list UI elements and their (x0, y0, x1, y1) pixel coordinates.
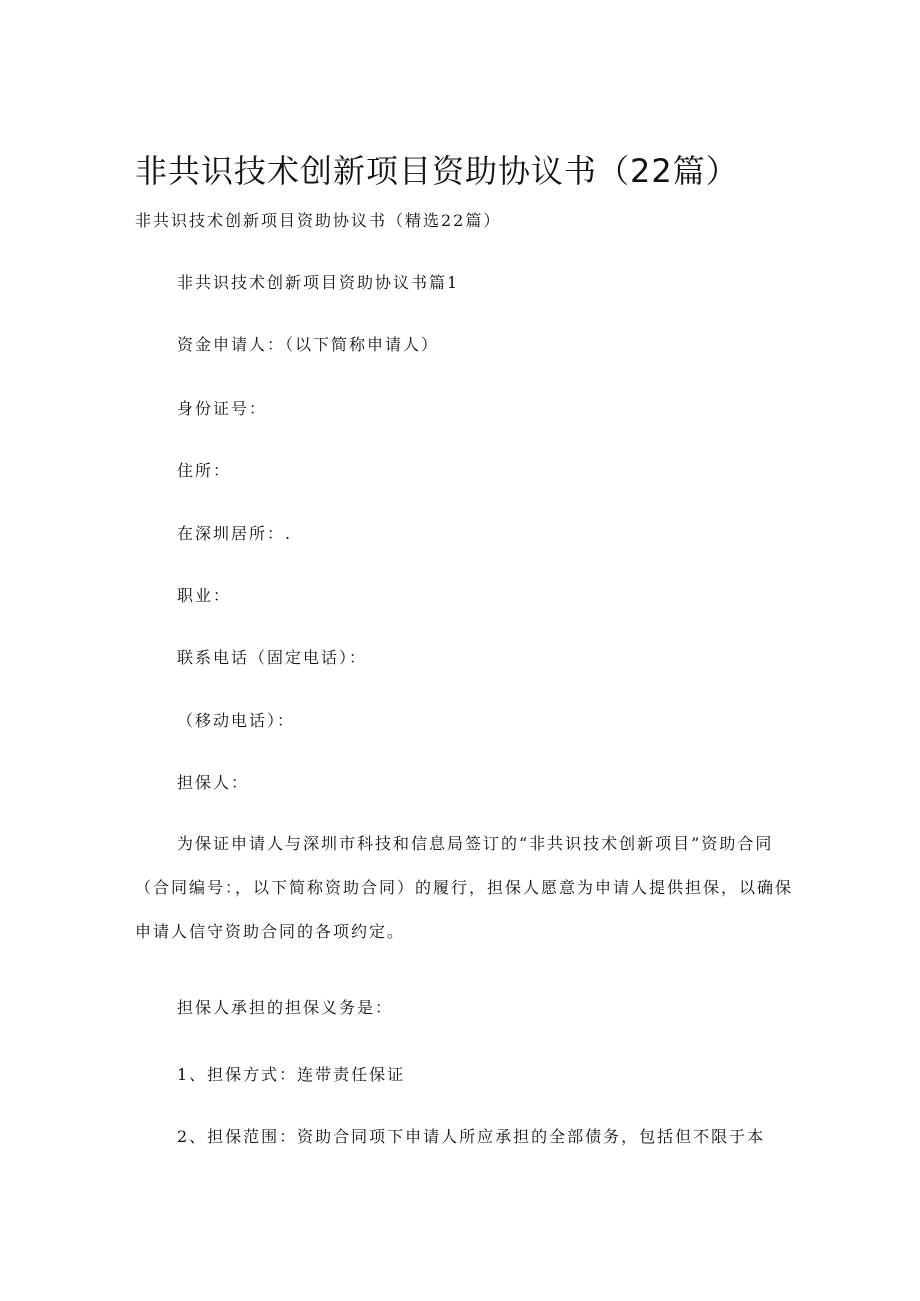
field-residence: 住所： (177, 461, 232, 480)
field-landline-phone: 联系电话（固定电话）： (177, 648, 368, 667)
field-occupation: 职业： (177, 586, 232, 605)
field-shenzhen-residence: 在深圳居所：. (177, 524, 293, 543)
document-subtitle: 非共识技术创新项目资助协议书（精选22篇） (135, 211, 502, 230)
obligations-heading: 担保人承担的担保义务是： (177, 998, 394, 1017)
document-title: 非共识技术创新项目资助协议书（22篇） (135, 152, 739, 190)
guarantee-paragraph: 为保证申请人与深圳市科技和信息局签订的“非共识技术创新项目”资助合同（合同编号：，以下简称资助合同）的履行，担保人愿意为申请人提供担保，以确保申请人信守资助合同的各项约定。 (135, 834, 794, 941)
section-heading: 非共识技术创新项目资助协议书篇1 (177, 273, 460, 292)
field-applicant: 资金申请人：（以下简称申请人） (177, 335, 440, 354)
obligation-item-2: 2、担保范围：资助合同项下申请人所应承担的全部债务，包括但不限于本 (177, 1127, 766, 1146)
field-guarantor: 担保人： (177, 773, 250, 792)
field-mobile-phone: （移动电话）： (177, 711, 296, 730)
obligation-item-1: 1、担保方式：连带责任保证 (177, 1065, 406, 1084)
field-id-number: 身份证号： (177, 399, 268, 418)
